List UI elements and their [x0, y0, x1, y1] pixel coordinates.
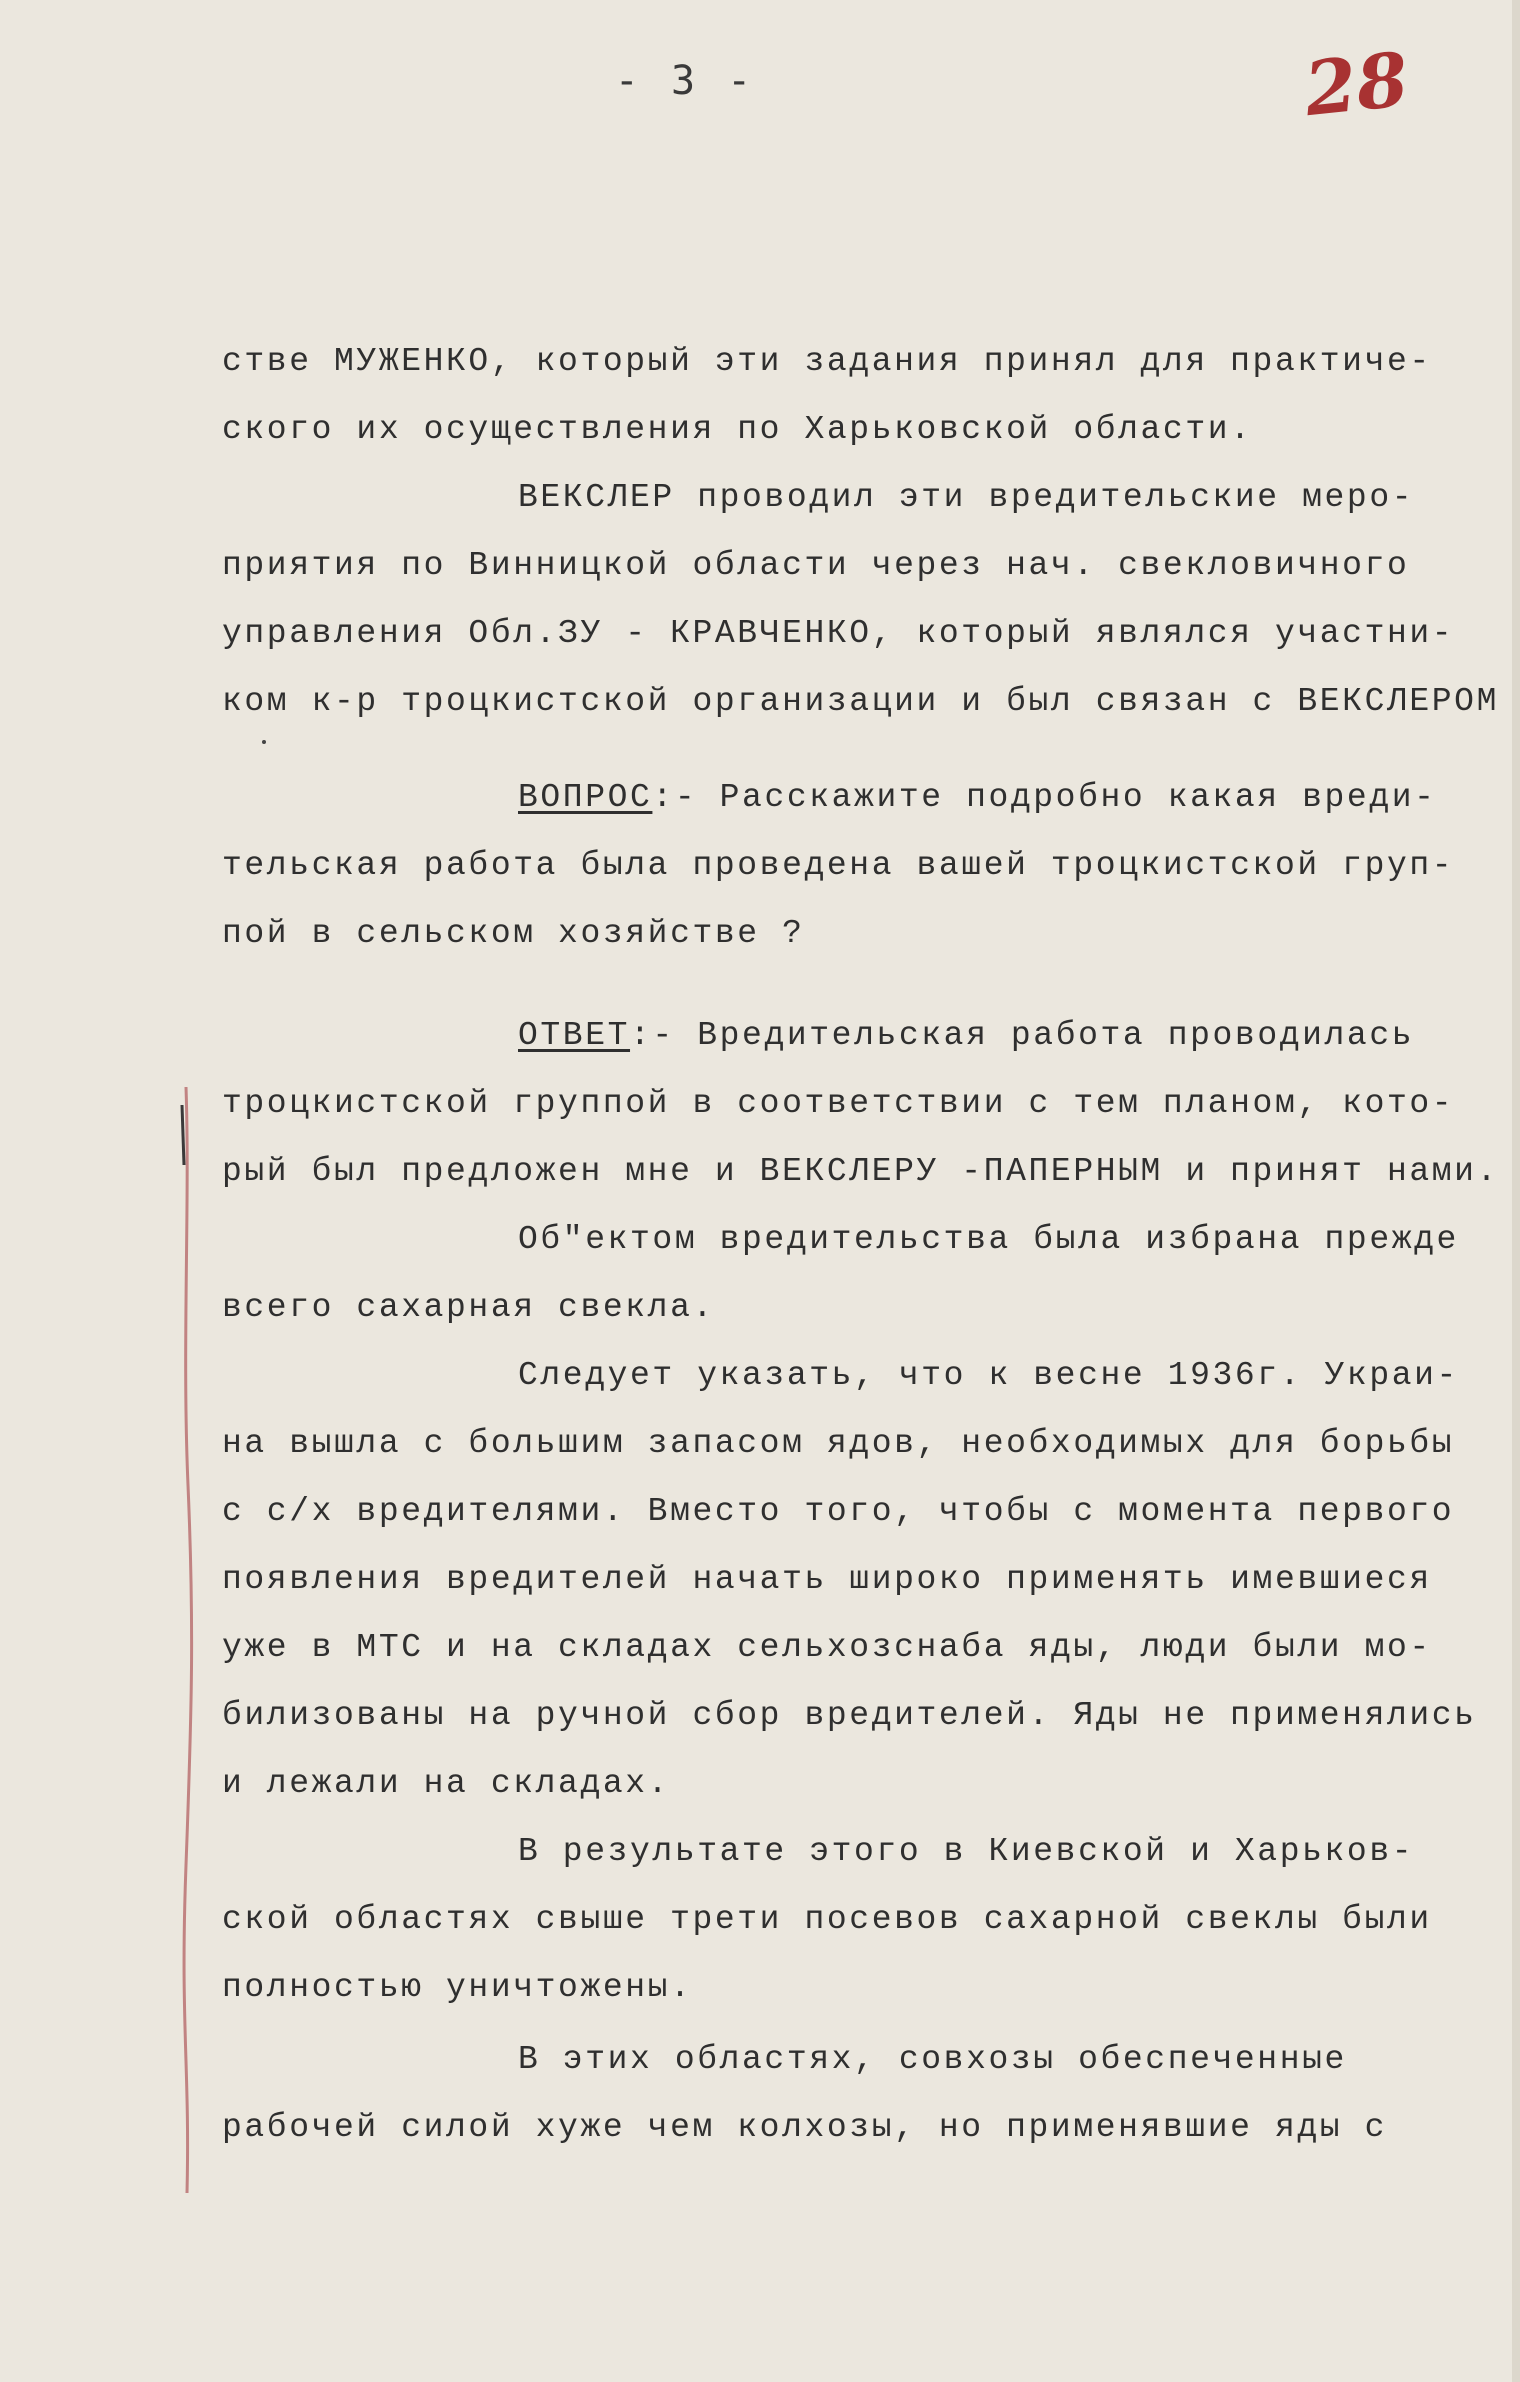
text-line: уже в МТС и на складах сельхозснаба яды, люди были мо-: [222, 1629, 1432, 1666]
page-edge: [1512, 0, 1520, 2382]
text-line: полностью уничтожены.: [222, 1969, 693, 2006]
text-line: троцкистской группой в соответствии с тем планом, кото-: [222, 1085, 1455, 1122]
question-line: [518, 778, 1437, 818]
text-line: билизованы на ручной сбор вредителей. Яды не применялись: [222, 1697, 1477, 1734]
answer-line: [518, 1016, 1414, 1056]
text-line: Следует указать, что к весне 1936г. Украи-: [518, 1357, 1459, 1394]
text-line: рабочей силой хуже чем колхозы, но применявшие яды с: [222, 2109, 1387, 2146]
margin-pencil-mark: [178, 1085, 200, 2195]
text-line: рый был предложен мне и ВЕКСЛЕРУ -ПАПЕРНЫМ и принят нами.: [222, 1153, 1499, 1190]
text-line: В результате этого в Киевской и Харьков-: [518, 1833, 1415, 1870]
text-line: управления Обл.ЗУ - КРАВЧЕНКО, который являлся участни-: [222, 615, 1455, 652]
text-line: стве МУЖЕНКО, который эти задания принял для практиче-: [222, 343, 1432, 380]
text-line: ского их осуществления по Харьковской области.: [222, 411, 1253, 448]
page-number: - 3 -: [614, 58, 756, 104]
question-label: ВОПРОС: [518, 779, 653, 816]
answer-text: :- Вредительская работа проводилась: [630, 1017, 1415, 1054]
question-text: :- Расскажите подробно какая вреди-: [652, 779, 1437, 816]
answer-label: ОТВЕТ: [518, 1017, 631, 1054]
text-line: с с/х вредителями. Вместо того, чтобы с момента первого: [222, 1493, 1455, 1530]
text-line: Об"ектом вредительства была избрана прежде: [518, 1221, 1459, 1258]
text-line: ком к-р троцкистской организации и был связан с ВЕКСЛЕРОМ: [222, 683, 1499, 720]
text-line: ВЕКСЛЕР проводил эти вредительские меро-: [518, 479, 1415, 516]
text-line: пой в сельском хозяйстве ?: [222, 915, 805, 952]
text-line: приятия по Винницкой области через нач. свекловичного: [222, 547, 1410, 584]
archive-page-number: 28: [1300, 36, 1413, 134]
text-line: и лежали на складах.: [222, 1765, 671, 1802]
text-line: всего сахарная свекла.: [222, 1289, 715, 1326]
ink-dot: [262, 740, 266, 744]
text-line: В этих областях, совхозы обеспеченные: [518, 2041, 1347, 2078]
text-line: на вышла с большим запасом ядов, необходимых для борьбы: [222, 1425, 1455, 1462]
text-line: тельская работа была проведена вашей троцкистской груп-: [222, 847, 1455, 884]
text-line: появления вредителей начать широко применять имевшиеся: [222, 1561, 1432, 1598]
text-line: ской областях свыше трети посевов сахарной свеклы были: [222, 1901, 1432, 1938]
